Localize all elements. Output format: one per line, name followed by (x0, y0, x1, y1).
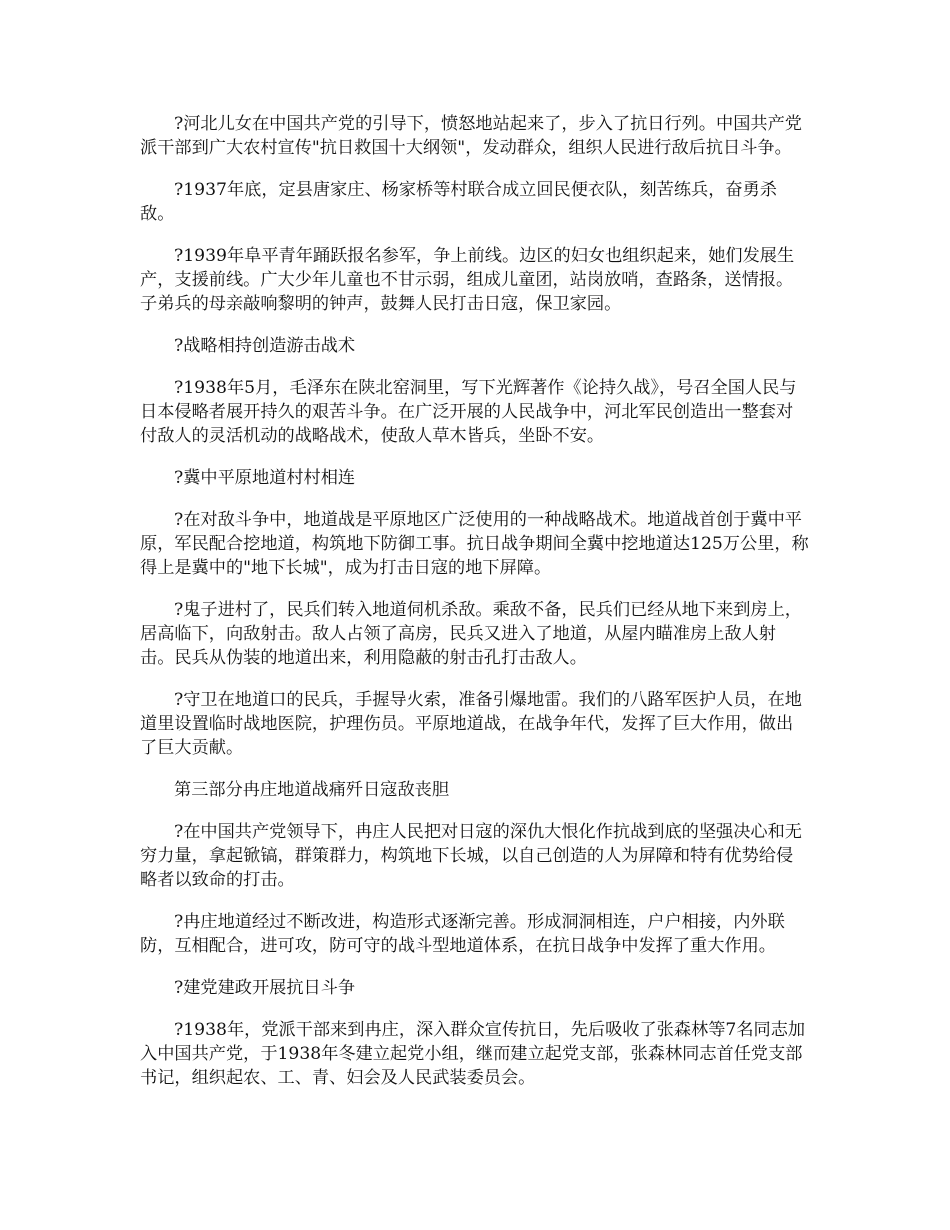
paragraph-1939-fuping-youth: ?1939年阜平青年踊跃报名参军，争上前线。边区的妇女也组织起来，她们发展生产，支援前线。广大少年儿童也不甘示弱，组成儿童团，站岗放哨，查路条，送情报。子弟兵的母亲敲响黎明的钟声，鼓舞人民打击日寇，保卫家园。 (140, 246, 795, 314)
heading-part-three-ranzhuang: 第三部分冉庄地道战痛歼日寇敌丧胆 (174, 780, 450, 800)
heading-jizhong-tunnels: ?冀中平原地道村村相连 (174, 468, 356, 488)
paragraph-1937-hui-militia: ?1937年底，定县唐家庄、杨家桥等村联合成立回民便衣队，刻苦练兵，奋勇杀敌。 (140, 180, 777, 224)
paragraph-1938-party-branch: ?1938年，党派干部来到冉庄，深入群众宣传抗日，先后吸收了张森林等7名同志加入中国共产党，于1938年冬建立起党小组，继而建立起党支部，张森林同志首任党支部书记，组织起农、工、青、妇会及人民武装委员会。 (140, 1020, 806, 1088)
paragraph-militia-ambush: ?鬼子进村了，民兵们转入地道伺机杀敌。乘敌不备，民兵们已经从地下来到房上，居高临下，向敌射击。敌人占领了高房，民兵又进入了地道，从屋内瞄准房上敌人射击。民兵从伪装的地道出来，利用隐蔽的射击孔打击敌人。 (140, 600, 802, 668)
paragraph-1938-protracted-war: ?1938年5月，毛泽东在陕北窑洞里，写下光辉著作《论持久战》，号召全国人民与日本侵略者展开持久的艰苦斗争。在广泛开展的人民战争中，河北军民创造出一整套对付敌人的灵活机动的战略战术，使敌人草木皆兵，坐卧不安。 (140, 378, 797, 446)
heading-guerrilla-tactics: ?战略相持创造游击战术 (174, 336, 356, 356)
paragraph-ranzhuang-tunnel-system: ?冉庄地道经过不断改进，构造形式逐渐完善。形成洞洞相连，户户相接，内外联防，互相配合，进可攻，防可守的战斗型地道体系，在抗日战争中发挥了重大作用。 (140, 912, 785, 956)
heading-party-building: ?建党建政开展抗日斗争 (174, 978, 356, 998)
paragraph-tunnel-warfare: ?在对敌斗争中，地道战是平原地区广泛使用的一种战略战术。地道战首创于冀中平原，军民配合挖地道，构筑地下防御工事。抗日战争期间全冀中挖地道达125万公里，称得上是冀中的"地下长城"，成为打击日寇的地下屏障。 (140, 510, 809, 578)
paragraph-tunnel-guards: ?守卫在地道口的民兵，手握导火索，准备引爆地雷。我们的八路军医护人员，在地道里设置临时战地医院，护理伤员。平原地道战，在战争年代，发挥了巨大作用，做出了巨大贡献。 (140, 690, 802, 758)
paragraph-ranzhuang-people: ?在中国共产党领导下，冉庄人民把对日寇的深仇大恨化作抗战到底的坚强决心和无穷力量，拿起锨镐，群策群力，构筑地下长城，以自己创造的人为屏障和特有优势给侵略者以致命的打击。 (140, 822, 802, 890)
paragraph-hebei-resistance: ?河北儿女在中国共产党的引导下，愤怒地站起来了，步入了抗日行列。中国共产党派干部到广大农村宣传"抗日救国十大纲领"，发动群众，组织人民进行敌后抗日斗争。 (140, 114, 802, 158)
